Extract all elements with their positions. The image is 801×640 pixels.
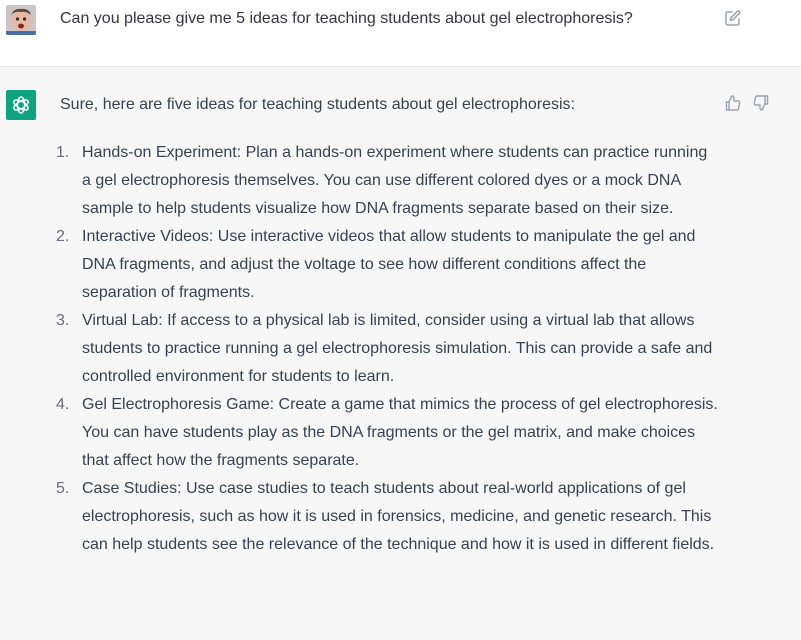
user-message-text: Can you please give me 5 ideas for teaching students about gel electrophoresis? xyxy=(60,10,633,27)
list-item-number: 4. xyxy=(56,396,70,413)
list-item xyxy=(56,139,720,223)
list-item-number: 2. xyxy=(56,228,70,245)
list-item xyxy=(56,391,720,475)
thumbs-down-icon[interactable] xyxy=(752,94,770,112)
list-item-number: 5. xyxy=(56,480,70,497)
list-item xyxy=(56,307,720,391)
list-item-text: Hands-on Experiment: Plan a hands-on experiment where students can practice running a gel electrophoresis themselves. You can use different colored dyes or a mock DNA sample to help students visualize how DNA fragments separate based on their size. xyxy=(82,144,708,217)
list-item xyxy=(56,223,720,307)
list-item xyxy=(56,475,720,559)
list-item-text: Interactive Videos: Use interactive videos that allow students to manipulate the gel and DNA fragments, and adjust the voltage to see how different conditions affect the separation of fragments. xyxy=(82,228,696,301)
list-item-number: 1. xyxy=(56,144,70,161)
list-item-text: Case Studies: Use case studies to teach students about real-world applications of gel electrophoresis, such as how it is used in forensics, medicine, and genetic research. This can help students see the relevance of the technique and how it is used in different fields. xyxy=(82,480,715,553)
edit-icon[interactable] xyxy=(724,9,742,27)
assistant-message-row xyxy=(0,67,801,640)
list-item-text: Virtual Lab: If access to a physical lab is limited, consider using a virtual lab that allows students to practice running a gel electrophoresis simulation. This can provide a safe and controlled environment for students to learn. xyxy=(82,312,713,385)
list-item-text: Gel Electrophoresis Game: Create a game that mimics the process of gel electrophoresis. You can have students play as the DNA fragments or the gel matrix, and make choices that affect how the fragments separate. xyxy=(82,396,718,469)
user-message-row xyxy=(0,0,801,67)
list-item-number: 3. xyxy=(56,312,70,329)
ideas-list xyxy=(56,139,720,559)
thumbs-up-icon[interactable] xyxy=(724,94,742,112)
user-avatar-icon xyxy=(6,5,36,35)
assistant-intro-text: Sure, here are five ideas for teaching students about gel electrophoresis: xyxy=(60,96,575,113)
openai-logo-icon xyxy=(6,90,36,120)
